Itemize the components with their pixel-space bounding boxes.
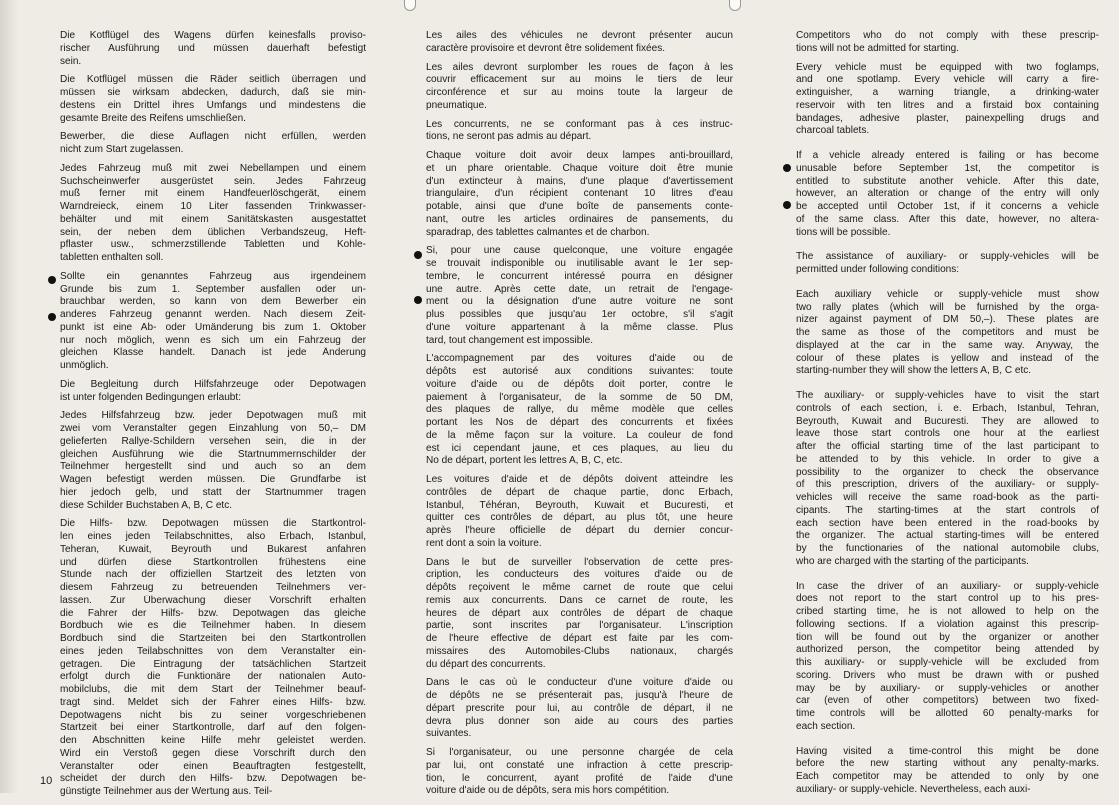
text-line: authorized person, the competitor being attended by <box>796 644 1099 656</box>
text-line: rischer Ausführung und müssen dauerhaft befestigt <box>60 42 366 54</box>
text-line: plus possibles que jusqu'au 1er octobre, s'il s'agit <box>426 309 733 320</box>
text-line: Die Hilfs- bzw. Depotwagen müssen die Startkontrol- <box>60 518 366 530</box>
text-line: anderes Fahrzeug genannt werden. Nach diesem Zeit- <box>60 309 366 320</box>
text-line: getragen. Die Eintragung der tatsächlichen Startzeit <box>60 658 366 670</box>
text-line: Die Kotflügel müssen die Räder seitlich überragen und <box>60 74 366 86</box>
text-line: du départ des concurrents. <box>426 658 546 670</box>
text-line: und dürfen diese Startkontrollen frühestens eine <box>60 556 366 568</box>
text-line: des plaques de rallye, du même modèle que celles <box>426 404 733 416</box>
text-line: and one spotlamp. Every vehicle will carry a fire- <box>796 74 1099 86</box>
text-line: suivantes. <box>426 728 472 740</box>
paragraph <box>60 410 366 512</box>
text-line: each section have been entered in the road-books by <box>796 517 1099 529</box>
paragraph <box>60 131 366 157</box>
paragraph <box>60 271 366 373</box>
text-line: reservoir with ten litres and a firstaid box containing <box>796 99 1099 111</box>
text-line: caractère provisoire et devront être solidement fixées. <box>426 42 666 54</box>
text-line: destens ein Drittel ihres Umfangs und mindestens die <box>60 99 366 111</box>
change-marker-bullet <box>414 296 422 304</box>
text-line: potable, ainsi que d'une boîte de pansements conte- <box>426 201 733 212</box>
text-line: tabletten enthalten soll. <box>60 252 164 263</box>
text-line: ist unter folgenden Bedingungen erlaubt: <box>60 391 241 403</box>
text-line: extinguisher, a warning triangle, a drinking-water <box>796 87 1099 98</box>
text-line: portant les Nos de départ des concurrents et fixées <box>426 417 733 428</box>
text-line: tion will be found out by the organizer or another <box>796 631 1099 643</box>
text-line: cription, les conducteurs des voitures d'aide ou de <box>426 569 733 581</box>
text-line: Depotwagens nicht bis zu seiner vorgeschriebenen <box>60 709 366 721</box>
text-line: Each competitor may be attended to only by one <box>796 771 1099 782</box>
text-line: may be by auxiliary- or supply-vehicles or another <box>796 682 1099 694</box>
text-line: Each auxiliary vehicle or supply-vehicle must show <box>796 288 1099 300</box>
paragraph <box>426 30 733 56</box>
text-line: Grunde bis zum 1. September ausfallen oder un- <box>60 283 366 295</box>
text-line: paiement à l'organisateur, de la somme de 50 DM, <box>426 391 733 403</box>
paragraph <box>426 245 733 347</box>
text-line: remis aux concurrents. Dans ce carnet de route, les <box>426 594 733 606</box>
text-line: nur noch möglich, wenn es sich um ein Fahrzeug der <box>60 334 366 346</box>
text-line: triangulaire, d'un récipient contenant 10 litres d'eau <box>426 188 733 200</box>
paragraph <box>796 150 1099 239</box>
paragraph <box>796 251 1099 277</box>
paragraph <box>796 390 1099 569</box>
text-line: of the same class. After this date, however, no altera- <box>796 213 1099 225</box>
text-line: Les ailes des véhicules ne devront présenter aucun <box>426 30 733 41</box>
text-line: scoring. Drivers who must be drawn with or pushed <box>796 669 1099 681</box>
text-line: gleichen Klasse handelt. Danach ist jede Änderung <box>60 347 366 359</box>
text-line: heures de départ aux contrôles de départ de chaque <box>426 607 733 619</box>
text-line: entitled to substitute another vehicle. After this date, <box>796 175 1099 187</box>
text-line: après l'heure officielle de départ du dernier concur- <box>426 525 733 536</box>
text-line: bandages, adhesive plaster, painexpelling drugs and <box>796 112 1099 124</box>
paragraph <box>426 150 733 239</box>
text-line: gesamte Breite des Reifens umschließen. <box>60 112 246 124</box>
text-line: Die Begleitung durch Hilfsfahrzeuge oder Depotwagen <box>60 378 366 390</box>
text-line: colour of these plates is yellow and instead of the <box>796 352 1099 364</box>
text-line: starting-number they will show the letters A, B, C etc. <box>796 365 1032 377</box>
text-line: No de départ, portent les lettres A, B, C, etc. <box>426 455 623 467</box>
text-line: tembre, le concurrent intéressé pourra en désigner <box>426 270 733 282</box>
change-marker-bullet <box>48 313 56 321</box>
text-line: Veranstalter oder einen Beauftragten festgestellt, <box>60 760 366 772</box>
paragraph <box>796 62 1099 139</box>
paragraph <box>60 518 366 799</box>
text-line: Die Kotflügel des Wagens dürfen keinesfalls proviso- <box>60 30 366 41</box>
text-line: par lui, ont constaté une infraction à cette prescrip- <box>426 759 733 771</box>
text-line: de dépôts ne se présenterait pas, jusqu'à l'heure de <box>426 690 733 701</box>
text-line: who are charged with the starting of the participants. <box>796 555 1029 567</box>
change-marker-bullet <box>48 276 56 284</box>
text-line: sparadrap, des tablettes calmantes et de charbon. <box>426 226 650 238</box>
text-line: pneumatique. <box>426 99 487 111</box>
text-line: Les ailes devront surplomber les roues de façon à les <box>426 61 733 73</box>
text-line: does not report to the start control up to his pres- <box>796 593 1099 605</box>
text-line: Istanbul, Téhéran, Beyrouth, Kuwait et Bucuresti, et <box>426 499 733 511</box>
text-line: Les concurrents, ne se conformant pas à ces instruc- <box>426 118 733 130</box>
text-line: diese Schilder Buchstaben A, B, C etc. <box>60 499 233 511</box>
text-line: se trouvait indisponible ou inutilisable avant le 1er sep- <box>426 258 733 269</box>
text-line: tragt sind. Meldet sich der Fahrer eines Hilfs- bzw. <box>60 696 366 708</box>
text-line: muß ferner mit einem Handfeuerlöschgerät, einem <box>60 188 366 200</box>
text-line: voiture d'aide ou de dépôts doit porter, contre le <box>426 378 733 390</box>
text-line: missaires des Automobiles-Clubs nationaux, chargés <box>426 645 733 657</box>
text-line: Teheran, Kuwait, Beyrouth und Bukarest anfahren <box>60 543 366 555</box>
paragraph <box>426 62 733 113</box>
page-number: 10 <box>40 775 53 787</box>
text-line: die Fahrer der Hilfs- bzw. Depotwagen das gleiche <box>60 607 366 619</box>
text-line: de l'heure effective de départ est faite par les com- <box>426 633 733 644</box>
text-line: partie, sont inscrites par l'organisateur. L'inscription <box>426 620 733 632</box>
text-line: nant, outre les articles ordinaires de pansements, du <box>426 213 733 225</box>
text-line: est ici cependant jaune, et ces plaques, au lieu du <box>426 442 733 454</box>
text-line: each section. <box>796 720 856 732</box>
text-line: L'accompagnement par des voitures d'aide ou de <box>426 353 733 365</box>
text-line: contrôles de départ de chaque partie, donc Erbach, <box>426 486 733 498</box>
binder-hole-left <box>404 0 416 11</box>
text-line: however, an alteration or change of the entry will only <box>796 188 1099 200</box>
text-line: be accepted until October 1st, if it concerns a vehicle <box>796 201 1099 212</box>
text-line: auxiliary- or supply-vehicle. Nevertheless, each auxi- <box>796 783 1031 795</box>
text-line: charcoal tablets. <box>796 125 870 137</box>
text-line: permitted under following conditions: <box>796 264 960 275</box>
text-line: vehicles will receive the same road-book as the parti- <box>796 492 1099 503</box>
text-line: Chaque voiture doit avoir deux lampes anti-brouillard, <box>426 150 733 161</box>
text-line: Si, pour une cause quelconque, une voiture engagée <box>426 245 733 257</box>
text-line: unusable before September 1st, the competitor is <box>796 162 1099 174</box>
text-line: time controls will be allotted 60 penalty-marks for <box>796 708 1099 719</box>
text-line: quitter ces contrôles de départ, au plus tôt, une heure <box>426 512 733 524</box>
text-line: Suchscheinwerfer ausgerüstet sein. Jedes Fahrzeug <box>60 175 366 187</box>
text-line: Having visited a time-control this might be done <box>796 745 1099 757</box>
text-line: eines jeden Teilabschnittes von dem Veranstalter ein- <box>60 645 366 657</box>
text-line: Bordbuch sind die Startzeiten bei den Startkontrollen <box>60 633 366 644</box>
text-line: unmöglich. <box>60 360 109 371</box>
text-line: after the official starting time of the last participant to <box>796 441 1099 452</box>
text-line: pflaster usw., schmerzstillende Tabletten und Kohle- <box>60 239 366 251</box>
text-line: punkt ist eine Ab- oder Umänderung bis zum 1. Oktober <box>60 321 366 333</box>
text-line: Startzeit bei einer Startkontrolle, darf auf den folgen- <box>60 722 366 734</box>
text-line: Stunde nach der offiziellen Startzeit des letzten von <box>60 569 366 581</box>
text-line: leave those start controls one hour at the earliest <box>796 428 1099 440</box>
text-line: len eines jeden Teilabschnittes, also Erbach, Istanbul, <box>60 531 366 542</box>
text-line: Si l'organisateur, ou une personne chargée de cela <box>426 747 733 758</box>
text-line: d'une voiture appartenant à la même classe. Plus <box>426 321 733 333</box>
text-line: In case the driver of an auxiliary- or supply-vehicle <box>796 580 1099 592</box>
text-line: tions, ne seront pas admis au départ. <box>426 131 592 143</box>
text-line: couvrir efficacement sur au moins le tiers de leur <box>426 74 733 86</box>
text-line: nicht zum Start zugelassen. <box>60 144 184 155</box>
text-line: ment ou la désignation d'une autre voiture ne sont <box>426 296 733 308</box>
text-line: gleichen Ausführung wie die Startnummernschilder der <box>60 448 366 460</box>
text-line: circonférence et sur au moins toute la largeur de <box>426 87 733 98</box>
text-line: sein, der neben dem üblichen Verbandszeug, Heft- <box>60 226 366 238</box>
text-line: nizer against payment of DM 50,–). These plates are <box>796 314 1099 326</box>
text-line: de la même façon sur la voiture. La couleur de fond <box>426 429 733 441</box>
text-line: hier jedoch gelb, und statt der Startnummer tragen <box>60 486 366 498</box>
text-line: brauchbar werden, so kann von dem Bewerber ein <box>60 296 366 308</box>
paragraph <box>426 474 733 551</box>
text-line: Teilnehmer hergestellt sind und auch so an dem <box>60 461 366 473</box>
paragraph <box>60 379 366 405</box>
paragraph <box>60 163 366 265</box>
text-line: tions will not be admitted for starting. <box>796 42 960 54</box>
paragraph <box>426 747 733 798</box>
text-line: tion, le concurrent, ayant profité de l'aide d'une <box>426 772 733 784</box>
text-line: controls of each section, i. e. Erbach, Istanbul, Tehran, <box>796 402 1099 414</box>
text-line: une autre. Après cette date, un retrait de l'engage- <box>426 283 733 295</box>
change-marker-bullet <box>414 251 422 259</box>
column-german <box>60 30 366 805</box>
text-line: Jedes Hilfsfahrzeug bzw. jeder Depotwagen muß mit <box>60 410 366 422</box>
change-marker-bullet <box>783 164 791 172</box>
text-line: Beyrouth, Kuwait and Bucuresti. They are allowed to <box>796 415 1099 427</box>
text-line: be attended to by this vehicle. In order to give a <box>796 453 1099 465</box>
text-line: The assistance of auxiliary- or supply-vehicles will be <box>796 251 1099 263</box>
text-line: of this prescription, drivers of the auxiliary- or supply- <box>796 479 1099 491</box>
text-line: voiture d'aide ou de dépôts, sera mis hors compétition. <box>426 785 670 797</box>
text-line: diesem Fahrzeug zu betreuenden Teilnehmers ver- <box>60 582 366 593</box>
text-line: Bewerber, die diese Auflagen nicht erfüllen, werden <box>60 131 366 143</box>
text-line: following sections. If a violation against this prescrip- <box>796 618 1099 630</box>
text-line: possibility to the organizer to check the observance <box>796 466 1099 478</box>
text-line: Warndreieck, einem 10 Liter fassenden Trinkwasser- <box>60 201 366 212</box>
text-line: gelieferten Rallye-Schildern versehen sein, die in der <box>60 435 366 447</box>
paragraph <box>426 119 733 145</box>
paragraph <box>60 74 366 125</box>
text-line: by the functionaries of the national automobile clubs, <box>796 543 1099 554</box>
paragraph <box>796 30 1099 56</box>
text-line: tard, tout changement est impossible. <box>426 334 593 346</box>
change-marker-bullet <box>783 201 791 209</box>
text-line: Jedes Fahrzeug muß mit zwei Nebellampen und einem <box>60 162 366 174</box>
text-line: cipants. The starting-times at the start controls of <box>796 504 1099 516</box>
text-line: two rally plates (which will be furnished by the orga- <box>796 301 1099 313</box>
column-french <box>426 30 733 804</box>
text-line: dépôts reçoivent le même carnet de route que celui <box>426 582 733 593</box>
text-line: et un phare orientable. Chaque voiture doit être munie <box>426 162 733 174</box>
text-line: behälter und mit einem Sanitätskasten ausgestattet <box>60 213 366 225</box>
text-line: erfolgt durch die Funktionäre der nationalen Auto- <box>60 671 366 683</box>
binding-shadow <box>0 0 18 793</box>
text-line: rent dont a soin la voiture. <box>426 537 542 549</box>
paragraph <box>796 289 1099 378</box>
text-line: devra plus donner son aide au cours des parties <box>426 715 733 727</box>
text-line: zwei vom Veranstalter gegen Einzahlung von 50,– DM <box>60 423 366 434</box>
text-line: car (even of other competitors) between two fixed- <box>796 695 1099 707</box>
text-line: dépôts est autorisé aux conditions suivantes: toute <box>426 366 733 377</box>
text-line: Every vehicle must be equipped with two foglamps, <box>796 61 1099 73</box>
paragraph <box>426 677 733 741</box>
column-english <box>796 30 1099 803</box>
text-line: Les voitures d'aide et de dépôts doivent atteindre les <box>426 474 733 485</box>
text-line: cribed starting time, he is not allowed to help on the <box>796 606 1099 617</box>
text-line: départ prescrite pour lui, au contrôle de départ, il ne <box>426 702 733 714</box>
text-line: the same as those of the competitors and must be <box>796 327 1099 338</box>
text-line: Competitors who do not comply with these prescrip- <box>796 30 1099 41</box>
paragraph <box>426 557 733 672</box>
text-line: Wagen befestigt werden müssen. Die Grundfarbe ist <box>60 474 366 485</box>
text-line: this auxiliary- or supply-vehicle will be excluded from <box>796 657 1099 668</box>
binder-hole-right <box>729 0 741 11</box>
text-line: before the new starting without any penalty-marks. <box>796 758 1099 770</box>
text-line: Wird ein Verstoß gegen diese Vorschrift durch den <box>60 747 366 759</box>
text-line: müssen sie wirksam abdecken, dadurch, daß sie min- <box>60 87 366 98</box>
text-line: d'un extincteur à mains, d'une plaque d'avertissement <box>426 175 733 187</box>
text-line: The auxiliary- or supply-vehicles have to visit the start <box>796 390 1099 401</box>
text-line: günstigte Teilnehmer aus der Wertung aus. Teil- <box>60 786 273 797</box>
text-line: mobilclubs, die mit dem Start der Teilnehmer beauf- <box>60 684 366 695</box>
text-line: lassen. Zur Überwachung dieser Vorschrift erhalten <box>60 594 366 606</box>
paragraph <box>426 353 733 468</box>
text-line: Dans le but de surveiller l'observation de cette pres- <box>426 556 733 568</box>
paragraph <box>796 581 1099 734</box>
text-line: Sollte ein genanntes Fahrzeug aus irgendeinem <box>60 270 366 282</box>
text-line: the organizer. The actual starting-times will be entered <box>796 530 1099 542</box>
text-line: displayed at the car in the same way. Anyway, the <box>796 339 1099 351</box>
text-line: If a vehicle already entered is failing or has become <box>796 150 1099 161</box>
paragraph <box>796 746 1099 797</box>
text-line: sein. <box>60 55 82 67</box>
text-line: scheidet der durch den Hilfs- bzw. Depotwagen be- <box>60 773 366 785</box>
text-line: Bordbuch wie es die Teilnehmer haben. In diesem <box>60 620 366 632</box>
paragraph <box>60 30 366 68</box>
text-line: Dans le cas où le conducteur d'une voiture d'aide ou <box>426 677 733 689</box>
text-line: tions will be possible. <box>796 226 891 238</box>
text-line: den Abschnitten keine Hilfe mehr geleistet werden. <box>60 735 366 746</box>
